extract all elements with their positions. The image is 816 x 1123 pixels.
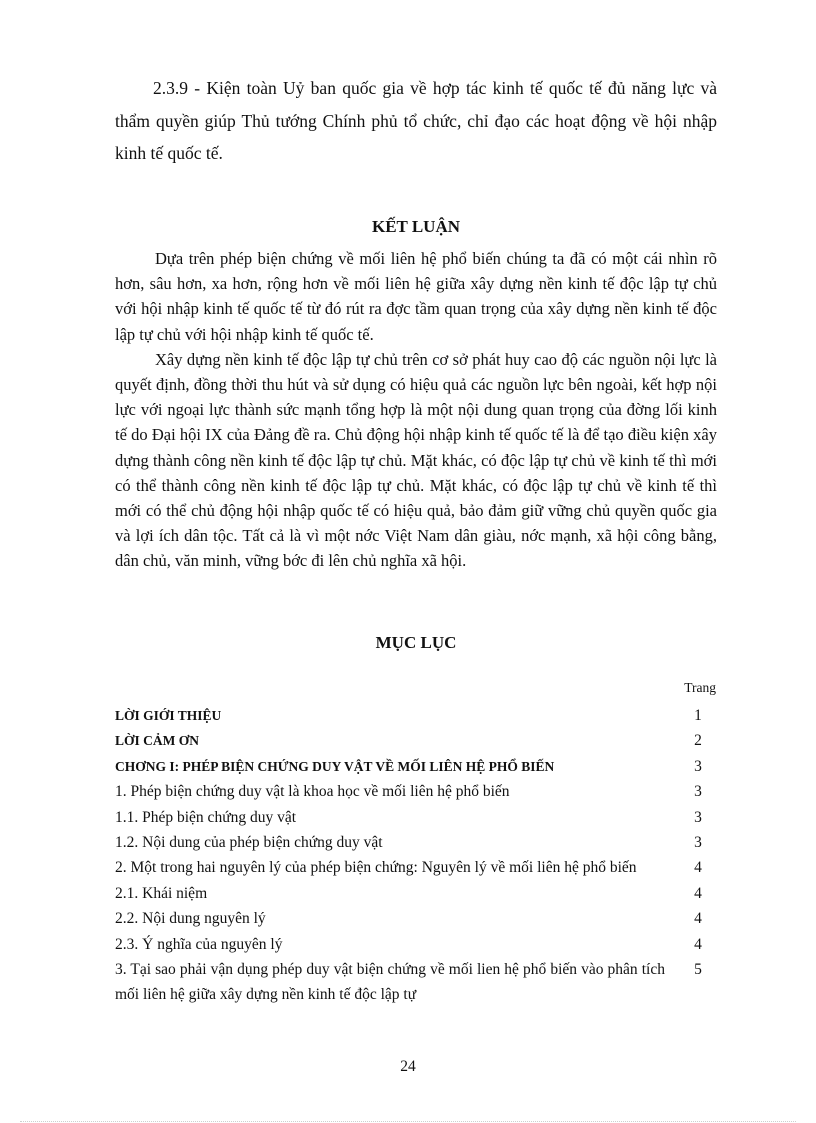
toc-entry[interactable]: [115, 957, 717, 1008]
toc-entry[interactable]: [115, 779, 717, 804]
conclusion-paragraph-1: Dựa trên phép biện chứng về mối liên hệ phổ biến chúng ta đã có một cái nhìn rõ hơn, sâu hơn, xa hơn, rộng hơn về mối liên hệ giữa xây dựng nền kinh tế độc lập tự chủ với hội nhập kinh tế quốc tế từ đó rút ra đợc tầm quan trọng của xây dựng nền kinh tế độc lập tự chủ với hội nhập kinh tế quốc tế.: [115, 249, 717, 344]
toc-heading: MỤC LỤC: [375, 633, 457, 652]
toc-entry[interactable]: [115, 906, 717, 931]
toc-entry-page: 4: [694, 859, 702, 877]
toc-page-column-label: Trang: [684, 680, 716, 695]
page-number: 24: [400, 1058, 416, 1075]
toc-entry[interactable]: [115, 805, 717, 830]
toc-entry-page: 4: [694, 884, 702, 902]
toc-entry-title: 3. Tại sao phải vận dụng phép duy vật biện chứng về mối lien hệ phổ biến vào phân tích mối liên hệ giữa xây dựng nền kinh tế độc lập tự: [115, 961, 665, 1004]
toc-entry-page: 3: [694, 757, 702, 775]
toc-entry[interactable]: [115, 932, 717, 957]
toc-entry[interactable]: [115, 881, 717, 906]
page-bottom-divider: [20, 1121, 796, 1122]
table-of-contents: [115, 703, 717, 1008]
toc-entry-title: 1. Phép biện chứng duy vật là khoa học về mối liên hệ phổ biến: [115, 783, 510, 801]
toc-entry[interactable]: [115, 703, 717, 728]
toc-entry-page: 3: [694, 834, 702, 852]
toc-entry-title: 2. Một trong hai nguyên lý của phép biện chứng: Nguyên lý về mối liên hệ phổ biến: [115, 859, 637, 877]
toc-entry-page: 3: [694, 808, 702, 826]
toc-entry-page: 4: [694, 935, 702, 953]
conclusion-heading: KẾT LUẬN: [371, 217, 460, 236]
conclusion-body: [115, 246, 717, 574]
intro-paragraph: 2.3.9 - Kiện toàn Uỷ ban quốc gia về hợp tác kinh tế quốc tế đủ năng lực và thẩm quyền giúp Thủ tướng Chính phủ tổ chức, chỉ đạo các hoạt động về hội nhập kinh tế quốc tế.: [115, 78, 717, 163]
toc-entry[interactable]: [115, 830, 717, 855]
toc-entry-title: 1.1. Phép biện chứng duy vật: [115, 808, 297, 826]
toc-entry[interactable]: [115, 754, 717, 779]
toc-entry[interactable]: [115, 855, 717, 880]
toc-entry-page: 1: [694, 707, 702, 724]
toc-entry-title: CHƠNG I: PHÉP BIỆN CHỨNG DUY VẬT VỀ MỐI LIÊN HỆ PHỔ BIẾN: [115, 758, 555, 774]
toc-entry-title: 2.2. Nội dung nguyên lý: [115, 910, 266, 928]
toc-entry-page: 5: [694, 961, 702, 979]
toc-entry-page: 2: [694, 732, 702, 750]
toc-entry-page: 4: [694, 910, 702, 928]
conclusion-paragraph-2: Xây dựng nền kinh tế độc lập tự chủ trên cơ sở phát huy cao độ các nguồn nội lực là quyết định, đồng thời thu hút và sử dụng có hiệu quả các nguồn lực bên ngoài, kết hợp nội lực với ngoại lực thành sức mạnh tổng hợp là một nội dung quan trọng của đờng lối kinh tế do Đại hội IX của Đảng đề ra. Chủ động hội nhập kinh tế quốc tế là để tạo điều kiện xây dựng thành công nền kinh tế độc lập tự chủ. Mặt khác, có độc lập tự chủ về kinh tế thì mới có thể thành công nền kinh tế độc lập tự chủ. Mặt khác, có độc lập tự chủ về kinh tế thì mới có thể chủ động hội nhập quốc tế có hiệu quả, bảo đảm giữ vững chủ quyền quốc gia và lợi ích dân tộc. Tất cả là vì một nớc Việt Nam dân giàu, nớc mạnh, xã hội công bằng, dân chủ, văn minh, vững bớc đi lên chủ nghĩa xã hội.: [115, 349, 717, 571]
toc-entry-title: LỜI GIỚI THIỆU: [115, 708, 222, 723]
toc-entry-title: 1.2. Nội dung của phép biện chứng duy vật: [115, 834, 383, 852]
toc-entry[interactable]: [115, 728, 717, 753]
toc-entry-page: 3: [694, 783, 702, 801]
toc-entry-title: 2.3. Ý nghĩa của nguyên lý: [115, 935, 283, 953]
toc-entry-title: LỜI CẢM ƠN: [115, 733, 199, 749]
toc-entry-title: 2.1. Khái niệm: [115, 884, 208, 902]
